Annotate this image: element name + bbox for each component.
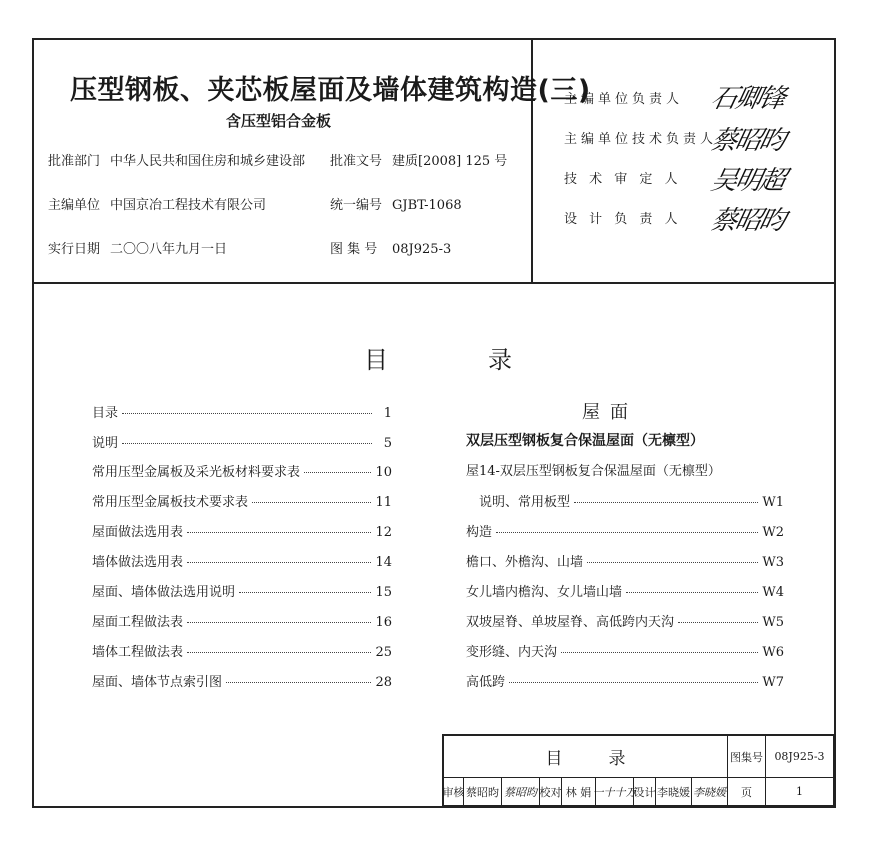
meta-chief-unit: 主编单位 中国京冶工程技术有限公司 [48, 198, 267, 213]
toc-item[interactable]: 说明、常用板型 W1 [466, 495, 784, 510]
meta-unified-no: 统一编号 GJBT-1068 [330, 198, 462, 213]
header-block [34, 40, 834, 284]
page-number: 1 [766, 778, 834, 806]
atlas-title: 压型钢板、夹芯板屋面及墙体建筑构造(三) [70, 75, 591, 106]
design-label: 设计 [634, 778, 656, 806]
meta-atlas-no: 图 集 号 08J925-3 [330, 242, 452, 257]
toc-item[interactable]: 构造 W2 [466, 525, 784, 540]
toc-item[interactable]: 檐口、外檐沟、山墙 W3 [466, 555, 784, 570]
atlas-no-label: 图集号 [728, 736, 766, 778]
meta-approval-dept: 批准部门 中华人民共和国住房和城乡建设部 [48, 154, 306, 169]
signature-4: 蔡昭昀 [708, 206, 787, 236]
resp-role-2: 主编单位技术负责人 [564, 132, 718, 147]
title-block [442, 734, 834, 806]
atlas-no-value: 08J925-3 [766, 736, 834, 778]
section-heading-roof: 屋面 [582, 402, 638, 423]
atlas-subtitle: 含压型铝合金板 [226, 112, 332, 130]
page-label: 页 [728, 778, 766, 806]
toc-item[interactable]: 常用压型金属板技术要求表 11 [92, 495, 392, 510]
section-subheading: 双层压型钢板复合保温屋面（无檩型） [466, 433, 704, 449]
toc-heading-char-1: 目 [364, 346, 388, 374]
checker-name: 林 娟 [562, 778, 596, 806]
toc-item[interactable]: 屋面做法选用表 12 [92, 525, 392, 540]
toc-item[interactable]: 墙体做法选用表 14 [92, 555, 392, 570]
toc-item[interactable]: 屋面工程做法表 16 [92, 615, 392, 630]
reviewer-signature: 蔡昭昀 [502, 778, 540, 806]
toc-item[interactable]: 屋面、墙体节点索引图 28 [92, 675, 392, 690]
resp-role-1: 主编单位负责人 [564, 92, 684, 107]
toc-item[interactable]: 高低跨 W7 [466, 675, 784, 690]
title-block-name: 目 录 [444, 736, 728, 778]
toc-item[interactable]: 变形缝、内天沟 W6 [466, 645, 784, 660]
signature-2: 蔡昭昀 [708, 126, 787, 156]
toc-item[interactable]: 双坡屋脊、单坡屋脊、高低跨内天沟 W5 [466, 615, 784, 630]
meta-approval-no: 批准文号 建质[2008] 125 号 [330, 154, 508, 169]
toc-heading-char-2: 录 [488, 346, 512, 374]
review-label: 审核 [444, 778, 464, 806]
resp-role-4: 设 计 负 责 人 [564, 212, 682, 227]
meta-effective-date: 实行日期 二〇〇八年九月一日 [48, 242, 228, 257]
drawing-frame [32, 38, 836, 808]
section-intro: 屋14-双层压型钢板复合保温屋面（无檩型） [466, 464, 721, 479]
resp-role-3: 技 术 审 定 人 [564, 172, 682, 187]
toc-item[interactable]: 说明 5 [92, 436, 392, 451]
signature-1: 石卿锋 [708, 84, 787, 114]
designer-signature: 李晓媛 [692, 778, 728, 806]
designer-name: 李晓媛 [656, 778, 692, 806]
reviewer-name: 蔡昭昀 [464, 778, 502, 806]
toc-item[interactable]: 墙体工程做法表 25 [92, 645, 392, 660]
toc-item[interactable]: 目录 1 [92, 406, 392, 421]
signature-3: 吴明超 [708, 166, 787, 196]
toc-item[interactable]: 常用压型金属板及采光板材料要求表 10 [92, 465, 392, 480]
check-label: 校对 [540, 778, 562, 806]
toc-item[interactable]: 女儿墙内檐沟、女儿墙山墙 W4 [466, 585, 784, 600]
checker-signature: 一十十万 [596, 778, 634, 806]
toc-item[interactable]: 屋面、墙体做法选用说明 15 [92, 585, 392, 600]
